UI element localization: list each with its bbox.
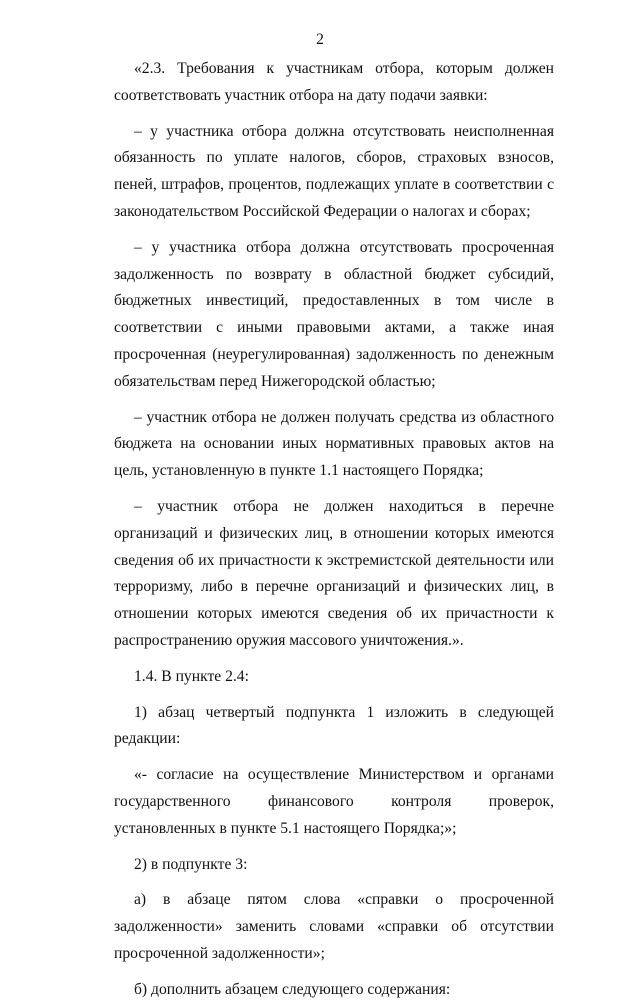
paragraph-not-in-extremist-list: – участник отбора не должен находиться в перечне организаций и физических лиц, в отношении которых имеются сведения об их причастности к экстремистской деятельности или терроризму, либо в перечне организаций и физических лиц, в отношении которых имеются сведения об их причастности к распространению оружия массового уничтожения.». [114,497,554,649]
paragraph-consent: «- согласие на осуществление Министерством и органами государственного финансового контроля проверок, установленных в пункте 5.1 настоящего Порядка;»; [114,766,554,837]
paragraph-subitem-a: а) в абзаце пятом слова «справки о просроченной задолженности» заменить словами «справки об отсутствии просроченной задолженности»; [114,891,554,962]
paragraph-no-other-funds: – участник отбора не должен получать средства из областного бюджета на основании иных нормативных правовых актов на цель, установленную в пункте 1.1 настоящего Порядка; [114,408,554,480]
paragraph-1-4: 1.4. В пункте 2.4: [134,667,249,685]
page-number: 2 [316,31,324,48]
paragraph-subitem-b: б) дополнить абзацем следующего содержания: [134,980,451,998]
document-body [114,56,554,1004]
paragraph-no-tax-debt: – у участника отбора должна отсутствовать неисполненная обязанность по уплате налогов, сборов, страховых взносов, пеней, штрафов, процентов, подлежащих уплате в соответствии с законодательством Российской Федерации о налогах и сборах; [114,122,554,220]
paragraph-subitem-1: 1) абзац четвертый подпункта 1 изложить в следующей редакции: [114,703,554,748]
paragraph-subitem-2: 2) в подпункте 3: [134,855,248,873]
paragraph-2-3-requirements: «2.3. Требования к участникам отбора, которым должен соответствовать участник отбора на дату подачи заявки: [114,60,554,104]
paragraph-no-overdue-debt: – у участника отбора должна отсутствовать просроченная задолженность по возврату в областной бюджет субсидий, бюджетных инвестиций, предоставленных в том числе в соответствии с иными правовыми актами, а также иная просроченная (неурегулированная) задолженность по денежным обязательствам перед Нижегородской областью; [114,238,554,390]
